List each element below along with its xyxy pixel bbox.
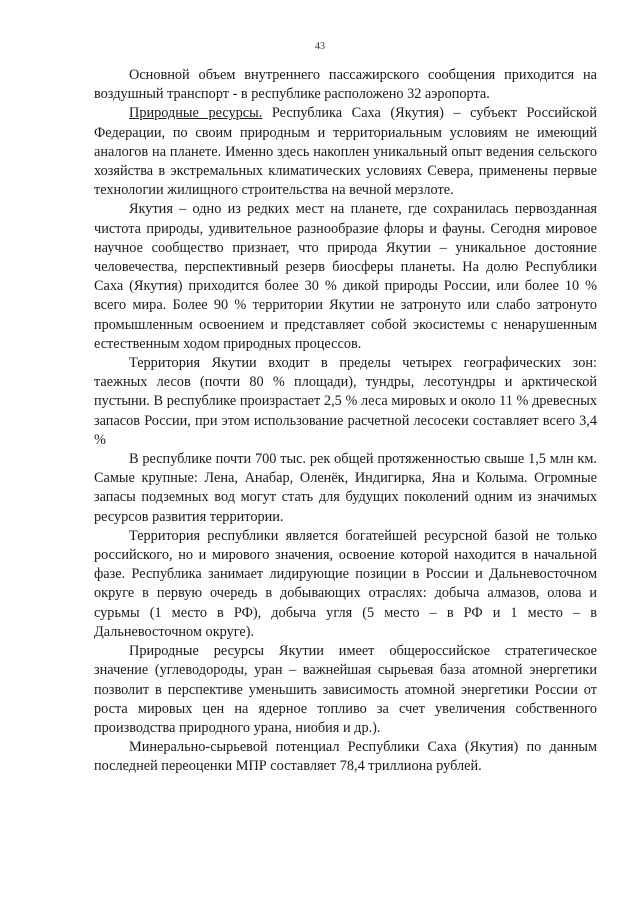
paragraph-text: Республика Саха (Якутия) – субъект Российской Федерации, по своим природным и территориальным условиям не имеющий аналогов на планете. Именно здесь накоплен уникальный опыт ведения сельского хозяйства в экстремальных климатических условиях Севера, применены первые технологии жилищного строительства на вечной мерзлоте. xyxy=(94,105,597,199)
paragraph-text: В республике почти 700 тыс. рек общей протяженностью свыше 1,5 млн км. Самые крупные: Лена, Анабар, Оленёк, Индигирка, Яна и Колыма. Огромные запасы подземных вод могут стать для будущих поколений одним из значимых ресурсов развития территории. xyxy=(94,451,597,525)
paragraph-strategic-value xyxy=(94,642,597,738)
paragraph-air-transport xyxy=(94,66,597,104)
paragraph-text: Якутия – одно из редких мест на планете, где сохранилась первозданная чистота природы, удивительное разнообразие флоры и фауны. Сегодня мировое научное сообщество признает, что природа Якутии – уникальное достояние человечества, перспективный резерв биосферы планеты. На долю Республики Саха (Якутия) приходится более 30 % дикой природы России, или более 10 % всего мира. Более 90 % территории Якутии не затронуто или слабо затронуто промышленным освоением и представляет собой экосистемы с ненарушенным естественным ходом природных процессов. xyxy=(94,201,597,352)
paragraph-natural-resources xyxy=(94,104,597,200)
paragraph-rivers xyxy=(94,450,597,527)
paragraph-text: Территория Якутии входит в пределы четырех географических зон: таежных лесов (почти 80 % площади), тундры, лесотундры и арктической пустыни. В республике произрастает 2,5 % леса мировых и около 11 % древесных запасов России, при этом использование расчетной лесосеки составляет всего 3,4 % xyxy=(94,355,597,448)
paragraph-resource-base xyxy=(94,527,597,642)
paragraph-text: Природные ресурсы Якутии имеет общероссийское стратегическое значение (углеводороды, уран – важнейшая сырьевая база атомной энергетики позволит в перспективе уменьшить зависимость атомной энергетики России от роста мировых цен на ядерное топливо за счет увеличения собственного производства природного урана, ниобия и др.). xyxy=(94,643,597,736)
paragraph-text: Минерально-сырьевой потенциал Республики Саха (Якутия) по данным последней переоценки МПР составляет 78,4 триллиона рублей. xyxy=(94,739,597,775)
body-text xyxy=(94,66,597,777)
paragraph-pristine-nature xyxy=(94,200,597,354)
paragraph-geographic-zones xyxy=(94,354,597,450)
section-heading-natural-resources: Природные ресурсы. xyxy=(129,105,263,122)
page-number: 43 xyxy=(315,41,325,52)
paragraph-mineral-potential xyxy=(94,738,597,776)
paragraph-text: Территория республики является богатейшей ресурсной базой не только российского, но и мирового значения, освоение которой находится в начальной фазе. Республика занимает лидирующие позиции в России и Дальневосточном округе в первую очередь в добывающих отраслях: добыча алмазов, олова и сурьмы (1 место в РФ), добыча угля (5 место – в РФ и 1 место – в Дальневосточном округе). xyxy=(94,527,597,640)
paragraph-text: Основной объем внутреннего пассажирского сообщения приходится на воздушный транспорт - в республике расположено 32 аэропорта. xyxy=(94,67,597,103)
